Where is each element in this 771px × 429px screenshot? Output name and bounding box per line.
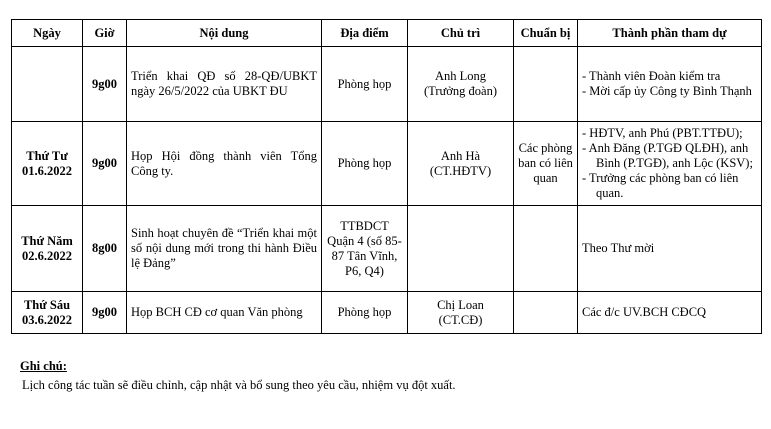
notes-title: Ghi chú:: [20, 359, 67, 373]
chair-role: (CT.HĐTV): [429, 163, 492, 178]
schedule-table: [11, 19, 762, 334]
content-cell: Họp Hội đồng thành viên Tổng Công ty.: [127, 122, 322, 206]
header-attendees: Thành phần tham dự: [578, 20, 762, 47]
chair-cell: [408, 122, 514, 206]
header-place: Địa điểm: [322, 20, 408, 47]
chair-role: (CT.CĐ): [438, 312, 483, 327]
table-row: [12, 292, 762, 334]
attendee-item: - HĐTV, anh Phú (PBT.TTĐU);: [582, 126, 743, 140]
header-row: [12, 20, 762, 47]
day-cell: [12, 206, 83, 292]
attendees-cell: Theo Thư mời: [578, 206, 762, 292]
day-name: Thứ Sáu: [23, 297, 71, 312]
header-day: Ngày: [12, 20, 83, 47]
notes-text: Lịch công tác tuần sẽ điều chỉnh, cập nhật và bổ sung theo yêu cầu, nhiệm vụ đột xuất.: [22, 378, 456, 392]
place-cell: Phòng họp: [322, 122, 408, 206]
time-cell: 9g00: [83, 47, 127, 122]
attendee-item: - Anh Đăng (P.TGĐ QLĐH), anh Bình (P.TGĐ), anh Lộc (KSV);: [582, 141, 753, 170]
prep-cell: [514, 206, 578, 292]
attendees-cell: Các đ/c UV.BCH CĐCQ: [578, 292, 762, 334]
header-time: Giờ: [83, 20, 127, 47]
attendees-list: [582, 69, 757, 99]
header-content: Nội dung: [127, 20, 322, 47]
prep-cell: Các phòng ban có liên quan: [514, 122, 578, 206]
attendee-item: - Trưởng các phòng ban có liên quan.: [582, 171, 739, 200]
chair-name: Chị Loan: [437, 297, 484, 312]
place-cell: Phòng họp: [322, 292, 408, 334]
attendees-cell: [578, 47, 762, 122]
table-row: [12, 47, 762, 122]
day-date: 02.6.2022: [22, 248, 72, 263]
attendee-item: - Thành viên Đoàn kiểm tra: [582, 69, 721, 83]
attendee-item: - Mời cấp ủy Công ty Bình Thạnh: [582, 84, 752, 98]
day-cell: [12, 122, 83, 206]
prep-cell: [514, 47, 578, 122]
chair-cell: [408, 292, 514, 334]
time-cell: 8g00: [83, 206, 127, 292]
content-cell: Họp BCH CĐ cơ quan Văn phòng: [127, 292, 322, 334]
time-cell: 9g00: [83, 122, 127, 206]
chair-name: Anh Hà: [440, 148, 481, 163]
chair-cell: [408, 206, 514, 292]
time-cell: 9g00: [83, 292, 127, 334]
table-row: [12, 206, 762, 292]
day-cell: [12, 47, 83, 122]
place-cell: TTBDCT Quận 4 (số 85-87 Tân Vĩnh, P6, Q4): [322, 206, 408, 292]
day-cell: [12, 292, 83, 334]
chair-role: (Trưởng đoàn): [424, 84, 497, 98]
prep-cell: [514, 292, 578, 334]
attendees-list: [582, 126, 757, 201]
day-date: 03.6.2022: [22, 312, 72, 327]
content-cell: Triển khai QĐ số 28-QĐ/UBKT ngày 26/5/2022 của UBKT ĐU: [127, 47, 322, 122]
table-row: [12, 122, 762, 206]
attendees-cell: [578, 122, 762, 206]
content-cell: Sinh hoạt chuyên đề “Triển khai một số nội dung mới trong thi hành Điều lệ Đảng”: [127, 206, 322, 292]
day-date: 01.6.2022: [22, 163, 72, 178]
day-name: Thứ Năm: [21, 233, 73, 248]
day-name: Thứ Tư: [26, 148, 68, 163]
place-cell: Phòng họp: [322, 47, 408, 122]
header-chair: Chủ trì: [408, 20, 514, 47]
header-prep: Chuẩn bị: [514, 20, 578, 47]
chair-cell: [408, 47, 514, 122]
chair-name: Anh Long: [434, 69, 487, 83]
